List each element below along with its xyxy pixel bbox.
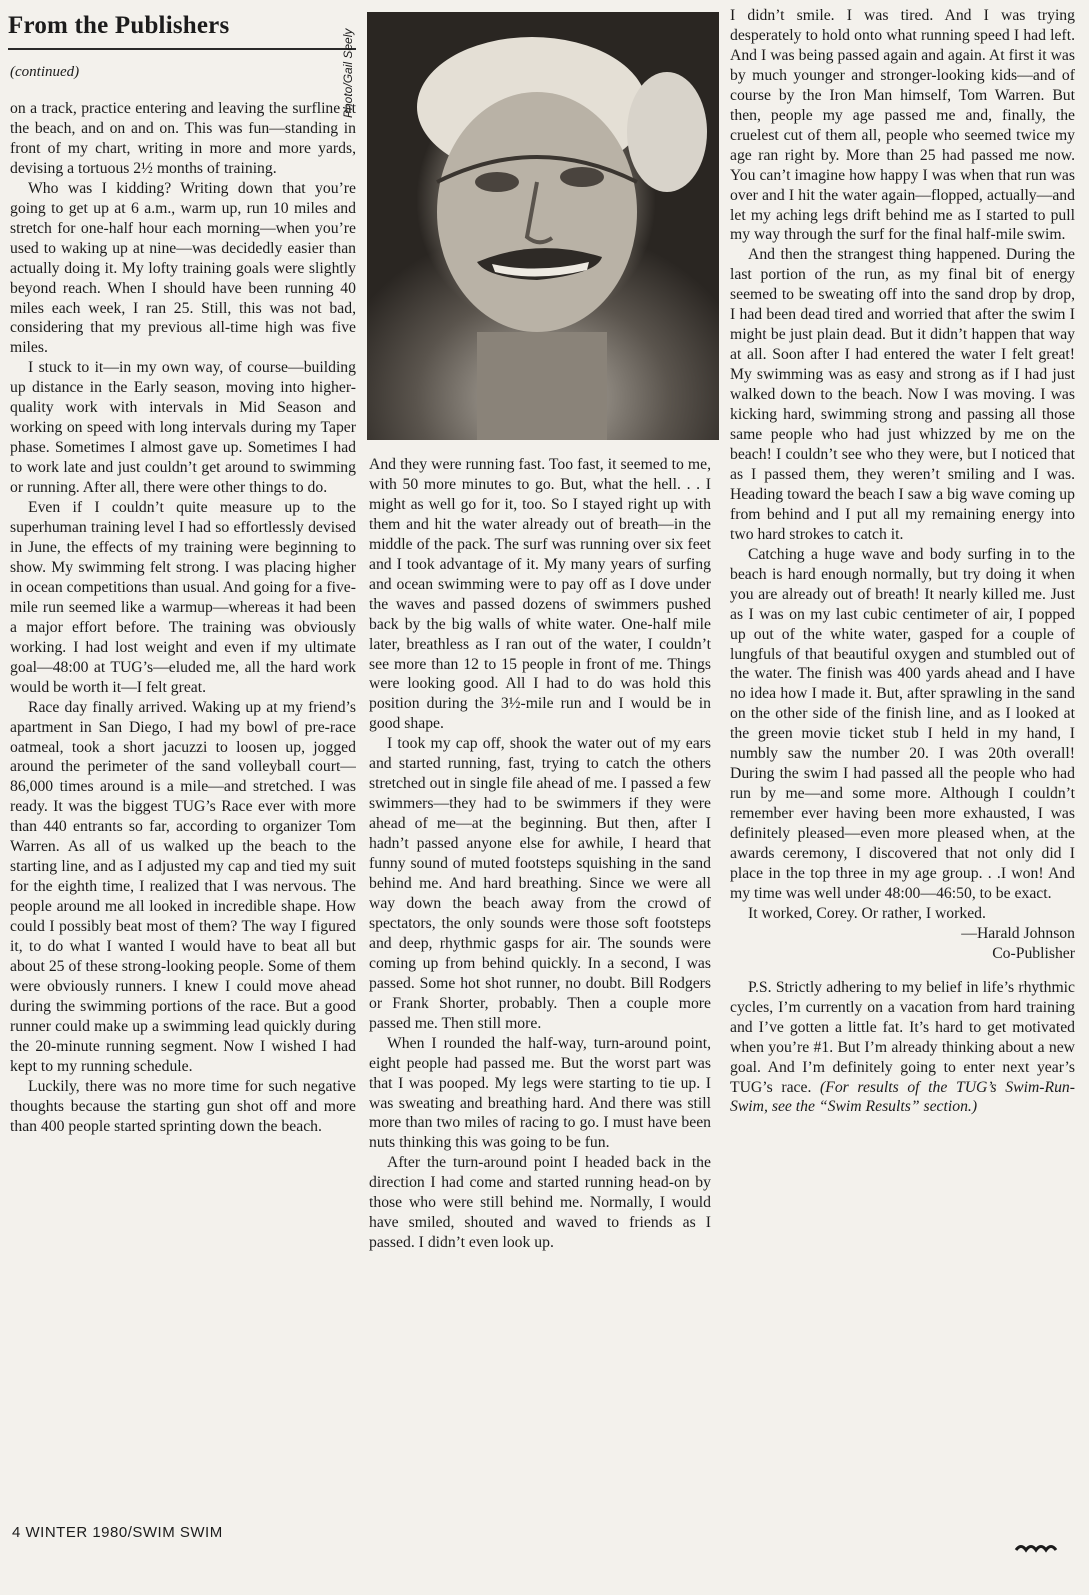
paragraph: Who was I kidding? Writing down that you’re going to get up at 6 a.m., warm up, run 10 miles and stretch for one-half hour each morning—when you’re used to waking up at nine—was decidedly easier than actually doing it. My lofty training goals were slightly beyond reach. When I should have been running 40 miles each week, I ran 25. Still, this was not bad, considering that my previous all-time high was five miles. — [10, 179, 356, 357]
article-column-2 — [369, 455, 711, 1485]
paragraph: When I rounded the half-way, turn-around point, eight people had passed me. But the worst part was that I was pooped. My legs were starting to tie up. I was sweating and breathing hard. And there was still more than two miles of racing to go. I must have been nuts thinking this was going to be fun. — [369, 1034, 711, 1152]
paragraph: Catching a huge wave and body surfing in to the beach is hard enough normally, but try doing it when you are already out of breath! It nearly killed me. Just as I was on my last cubic centimeter of air, I popped up out of the white water, gasped for a couple of lungfuls of that beautiful oxygen and stumbled out of the water. The finish was 400 yards ahead and I have no idea how I made it. But, after sprawling in the sand on the other side of the finish line, and as I looked at the green movie ticket stub I held in my hand, I numbly saw the number 20. I was 20th overall! During the swim I had passed all the people who had run by me—and some more. Although I couldn’t remember ever having been more exhausted, I was definitely pleased—even more pleased when, at the awards ceremony, I discovered that not only did I place in the top three in my age group. . .I won! And my time was well under 48:00—46:50, to be exact. — [730, 545, 1075, 902]
article-column-3 — [730, 6, 1075, 1506]
paragraph: Even if I couldn’t quite measure up to the superhuman training level I had so effortlessly devised in June, the effects of my training were beginning to show. My swimming felt strong. I was placing higher in ocean competitions than usual. And going for a five-mile run seemed like a warmup—whereas it had been a major effort before. The training was obviously working. I had lost weight and even if my ultimate goal—48:00 at TUG’s—eluded me, all the hard work would be worth it—I felt great. — [10, 499, 356, 696]
photo-credit: Photo/Gail Seely — [341, 28, 355, 118]
paragraph: Race day finally arrived. Waking up at my friend’s apartment in San Diego, I had my bowl of pre-race oatmeal, took a short jacuzzi to loosen up, jogged around the perimeter of the sand volleyball court—86,000 times around is a mile—and stretched. I was ready. It was the biggest TUG’s Race ever with more than 440 entrants so far, according to organizer Tom Warren. As all of us walked up the beach to the starting line, and as I adjusted my cap and tied my suit for the eighth time, I realized that I was nervous. The people around me all looked in incredible shape. How could I possibly beat most of them? The way I figured it, to do what I wanted I would have to beat all but about 25 of these strong-looking people. Some of them were obviously runners. I knew I could move ahead during the swimming portions of the race. But a good runner could make up a swimming lead quickly during the 20-minute running segment. Now I wished I had kept to my running schedule. — [10, 698, 356, 1075]
page-title: From the Publishers — [8, 12, 230, 39]
portrait-illustration — [367, 12, 719, 440]
paragraph: I took my cap off, shook the water out of my ears and started running, fast, trying to catch the others stretched out in single file ahead of me. I passed a few swimmers—they had to be swimmers if they were ahead of me—at the beginning. But then, after I hadn’t passed anyone else for awhile, I heard that funny sound of muted footsteps squishing in the sand behind me. And hard breathing. Since we were all way down the beach away from the crowd of spectators, the only sounds were those soft footsteps and deep, rhythmic gasps for air. The sounds were coming up from behind quickly. In a second, I was passed. Some hot shot runner, no doubt. Bill Rodgers or Frank Shorter, probably. Then a couple more passed me. Then still more. — [369, 735, 711, 1032]
paragraph: I didn’t smile. I was tired. And I was trying desperately to hold onto what running speed I had left. And I was being passed again and again. At first it was by much younger and stronger-looking kids—and of course by the Iron Man himself, Tom Warren. But then, people my age passed me and, finally, the cruelest cut of them all, people who seemed twice my age ran right by. More than 25 had passed me now. You can’t imagine how happy I was when that run was over and I hit the water again—flopped, actually—and let my aching legs drift behind me as I started to pull my way through the surf for the final half-mile swim. — [730, 7, 1075, 244]
paragraph: I stuck to it—in my own way, of course—building up distance in the Early season, moving into higher-quality work with intervals in Mid Season and working on speed with long intervals during my Taper phase. Sometimes I almost gave up. Sometimes I had to work late and just couldn’t get around to swimming or running. After all, there were other things to do. — [10, 359, 356, 497]
paragraph: on a track, practice entering and leaving the surfline at the beach, and on and on. This was fun—standing in front of my chart, writing in more and more yards, devising a tortuous 2½ months of training. — [10, 100, 356, 177]
paragraph: It worked, Corey. Or rather, I worked. — [748, 904, 986, 922]
postscript-note: (For results of the TUG’s Swim-Run-Swim, see the “Swim Results” section.) — [730, 1078, 1075, 1116]
paragraph: Luckily, there was no more time for such negative thoughts because the starting gun shot off and more than 400 people started sprinting down the beach. — [10, 1077, 356, 1135]
portrait-photo — [367, 12, 719, 440]
continued-label: (continued) — [10, 64, 80, 80]
end-mark-icon — [1014, 1541, 1058, 1555]
signature-role: Co-Publisher — [992, 944, 1075, 962]
paragraph: After the turn-around point I headed back in the direction I had come and started running head-on by those who were still behind me. Normally, I would have smiled, shouted and waved to friends as I passed. I didn’t even look up. — [369, 1154, 711, 1252]
paragraph: And then the strangest thing happened. During the last portion of the run, as my final bit of energy seemed to be sweating off into the sand drop by drop, I had been dead tired and worried that after the swim I might be just plain dead. But it didn’t happen that way at all. Soon after I had entered the water I felt great! My swimming was as easy and strong as if I had just walked down to the beach. Now I was moving. I was kicking hard, swimming strong and passing all those same people who had just whizzed by me on the beach! I couldn’t see who they were, but I noticed that as I passed them, they weren’t smiling and I was. Heading toward the beach I saw a big wave coming up from behind and I put all my remaining energy into two hard strokes to catch it. — [730, 246, 1075, 543]
article-column-1 — [10, 99, 356, 1481]
page-footer: 4 WINTER 1980/SWIM SWIM — [12, 1524, 223, 1541]
title-rule — [8, 48, 356, 50]
postscript-text: P.S. Strictly adhering to my belief in life’s rhythmic cycles, I’m currently on a vacation from hard training and I’ve gotten a little fat. It’s hard to get motivated when you’re #1. But I’m already thinking about a new goal. And I’m definitely going to enter next year’s TUG’s race. — [730, 978, 1075, 1096]
paragraph: And they were running fast. Too fast, it seemed to me, with 50 more minutes to go. But, what the hell. . . I might as well go for it, too. So I stayed right up with them and hit the water already out of breath—in the middle of the pack. The surf was running over six feet and I took advantage of it. My many years of surfing and ocean swimming were to pay off as I dove under the waves and passed dozens of swimmers pushed back by the big walls of white water. One-half mile later, breathless as I ran out of the water, I couldn’t see more than 12 to 15 people in front of me. Things were looking good. All I had to do was hold this position during the 3½-mile run and I would be in good shape. — [369, 456, 711, 733]
signature-name: —Harald Johnson — [961, 924, 1075, 942]
postscript — [730, 978, 1075, 1118]
